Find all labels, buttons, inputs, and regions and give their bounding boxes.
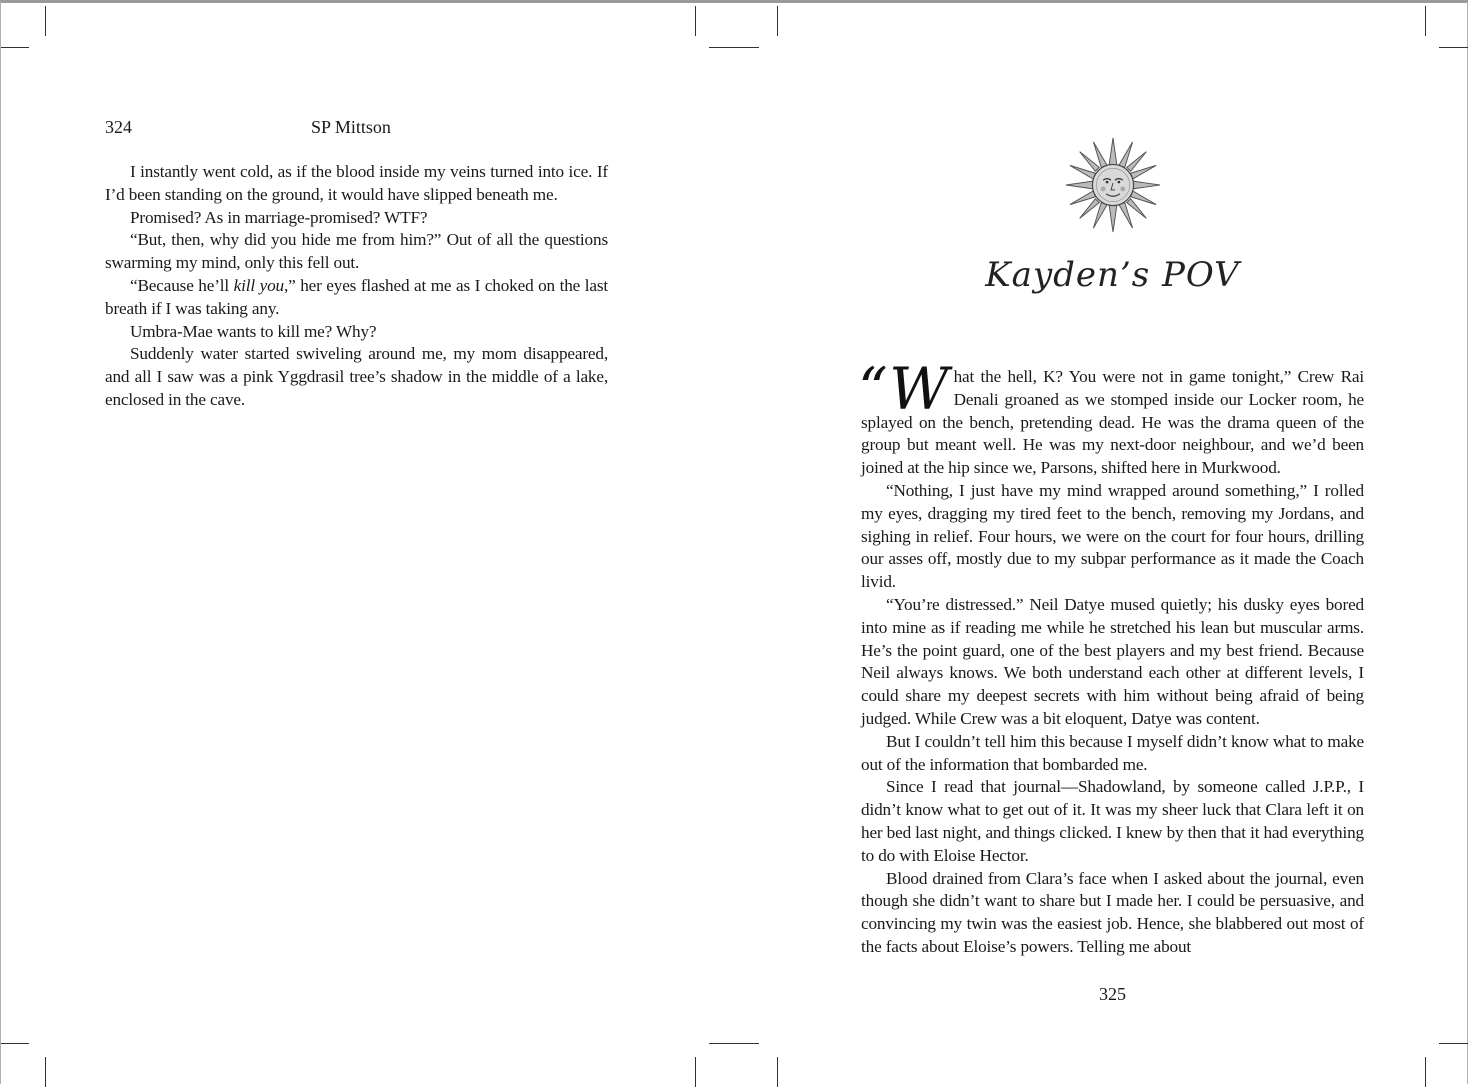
chapter-title: Kayden’s POV <box>985 255 1240 295</box>
paragraph: “You’re distressed.” Neil Datye mused quietly; his dusky eyes bored into mine as if reading me while he stretched his lean but muscular arms. He’s the point guard, one of the best players and my best friend. Because Neil always knows. We both understand each other at different levels, I could share my deepest secrets with him without being afraid of being judged. While Crew was a bit eloquent, Datye was content. <box>861 594 1364 728</box>
text-run: ,” her eyes flashed at me as I choked on the last breath if I was taking any. <box>105 275 609 318</box>
left-body-text <box>105 161 608 412</box>
paragraph: Promised? As in marriage-promised? WTF? <box>130 207 428 227</box>
paragraph: But I couldn’t tell him this because I myself didn’t know what to make out of the information that bombarded me. <box>861 731 1364 774</box>
paragraph: Suddenly water started swiveling around me, my mom disappeared, and all I saw was a pink Yggdrasil tree’s shadow in the middle of a lake, enclosed in the cave. <box>105 344 608 409</box>
emphasis-text: kill you <box>233 275 284 295</box>
header-author: SP Mittson <box>311 117 391 137</box>
text-run: “Because he’ll <box>130 275 234 295</box>
paragraph: “But, then, why did you hide me from him?” Out of all the questions swarming my mind, only this fell out. <box>105 230 608 273</box>
page-number: 324 <box>105 117 132 137</box>
sun-face-icon <box>1064 136 1162 234</box>
paragraph: “Nothing, I just have my mind wrapped around something,” I rolled my eyes, dragging my tired feet to the bench, removing my Jordans, and sighing in relief. Four hours, we were on the court for four hours, drilling our asses off, mostly due to my subpar performance as it made the Coach livid. <box>861 480 1364 592</box>
drop-cap: “W <box>858 355 949 423</box>
right-body-text <box>858 355 1364 959</box>
paragraph: Blood drained from Clara’s face when I asked about the journal, even though she didn’t want to share but I made her. I could be persuasive, and convincing my twin was the easiest job. Hence, she blabbered out most of the facts about Eloise’s powers. Telling me about <box>861 868 1364 956</box>
paragraph: I instantly went cold, as if the blood inside my veins turned into ice. If I’d been standing on the ground, it would have slipped beneath me. <box>105 162 608 204</box>
paragraph: Umbra-Mae wants to kill me? Why? <box>130 321 377 341</box>
right-page <box>741 3 1468 1087</box>
left-page <box>1 3 741 1087</box>
paragraph: Since I read that journal—Shadowland, by someone called J.P.P., I didn’t know what to get out of it. It was my sheer luck that Clara left it on her bed last night, and things clicked. I knew by then that it had everything to do with Eloise Hector. <box>861 777 1364 865</box>
page-number: 325 <box>1099 984 1126 1004</box>
text-run: hat the hell, K? You were not in game tonight,” Crew Rai Denali groaned as we stomped inside our Locker room, he splayed on the bench, pretending dead. He was the drama queen of the group but meant well. He was my next-door neighbour, and we’d been joined at the hip since we, Parsons, shifted here in Murkwood. <box>861 367 1364 478</box>
paragraph <box>105 275 608 321</box>
paragraph <box>858 355 1364 480</box>
